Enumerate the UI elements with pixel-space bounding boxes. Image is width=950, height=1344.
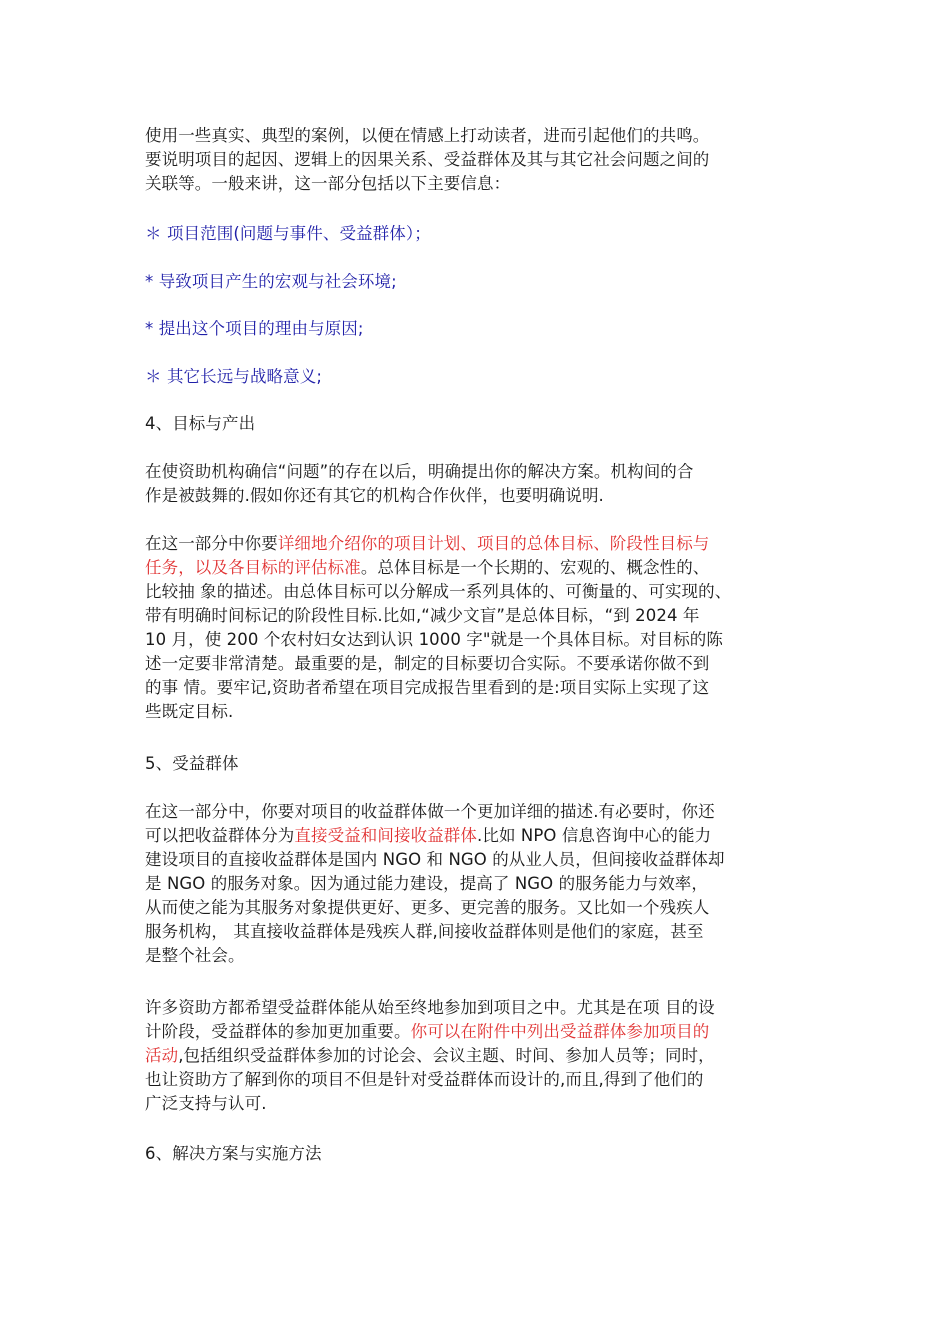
bullet-item	[145, 270, 815, 294]
text-line	[145, 556, 815, 580]
section4-paragraph-2	[145, 532, 815, 724]
text-run: .比如 NPO 信息咨询中心的能力	[477, 826, 712, 845]
highlight-text: 任务，以及各目标的评估标准	[145, 558, 361, 577]
text-run: 计阶段，受益群体的参加更加重要。	[145, 1022, 411, 1041]
text-line	[145, 824, 815, 848]
bullet-item	[145, 317, 815, 341]
intro-paragraph	[145, 124, 815, 196]
text-line: 是 NGO 的服务对象。因为通过能力建设，提高了 NGO 的服务能力与效率，	[145, 874, 709, 893]
section4-paragraph-1	[145, 460, 815, 508]
text-line: 也让资助方了解到你的项目不但是针对受益群体而设计的,而且,得到了他们的	[145, 1070, 704, 1089]
highlight-text: 活动	[145, 1046, 179, 1065]
text-line: 作是被鼓舞的.假如你还有其它的机构合作伙伴，也要明确说明.	[145, 486, 604, 505]
section5-paragraph-2	[145, 996, 815, 1116]
text-line: 是整个社会。	[145, 946, 245, 965]
text-line: 使用一些真实、典型的案例，以便在情感上打动读者，进而引起他们的共鸣。	[145, 126, 710, 145]
text-run: ,包括组织受益群体参加的讨论会、会议主题、时间、参加人员等；同时，	[178, 1046, 715, 1065]
text-line: 在使资助机构确信“问题”的存在以后，明确提出你的解决方案。机构间的合	[145, 462, 694, 481]
text-line: 10 月，使 200 个农村妇女达到认识 1000 字"就是一个具体目标。对目标的陈	[145, 630, 723, 649]
highlight-text: 你可以在附件中列出受益群体参加项目的	[410, 1022, 710, 1041]
bullet-text: ＊ 项目范围(问题与事件、受益群体）；	[145, 224, 431, 243]
text-line	[145, 532, 815, 556]
text-line: 的事 情。要牢记,资助者希望在项目完成报告里看到的是:项目实际上实现了这	[145, 678, 710, 697]
text-line: 在这一部分中，你要对项目的收益群体做一个更加详细的描述.有必要时，你还	[145, 802, 715, 821]
section-heading-4	[145, 412, 815, 436]
text-line: 要说明项目的起因、逻辑上的因果关系、受益群体及其与其它社会问题之间的	[145, 150, 710, 169]
text-line: 从而使之能为其服务对象提供更好、更多、更完善的服务。又比如一个残疾人	[145, 898, 710, 917]
text-line: 服务机构， 其直接收益群体是残疾人群,间接收益群体则是他们的家庭，甚至	[145, 922, 704, 941]
bullet-item	[145, 222, 815, 246]
text-line	[145, 1020, 815, 1044]
text-line: 述一定要非常清楚。最重要的是，制定的目标要切合实际。不要承诺你做不到	[145, 654, 710, 673]
heading-text: 6、解决方案与实施方法	[145, 1144, 322, 1163]
highlight-text: 直接受益和间接收益群体	[294, 826, 478, 845]
text-line: 带有明确时间标记的阶段性目标.比如,“减少文盲”是总体目标，“到 2024 年	[145, 606, 700, 625]
text-run: 可以把收益群体分为	[145, 826, 295, 845]
text-run: 。总体目标是一个长期的、宏观的、概念性的、	[360, 558, 710, 577]
heading-text: 5、受益群体	[145, 754, 239, 773]
text-run: 在这一部分中你要	[145, 534, 278, 553]
section-heading-5	[145, 752, 815, 776]
text-line: 比较抽 象的描述。由总体目标可以分解成一系列具体的、可衡量的、可实现的、	[145, 582, 732, 601]
bullet-text: * 提出这个项目的理由与原因;	[145, 319, 364, 338]
section5-paragraph-1	[145, 800, 815, 968]
text-line	[145, 1044, 815, 1068]
text-line: 许多资助方都希望受益群体能从始至终地参加到项目之中。尤其是在项 目的设	[145, 998, 715, 1017]
highlight-text: 详细地介绍你的项目计划、项目的总体目标、阶段性目标与	[277, 534, 710, 553]
text-line: 建设项目的直接收益群体是国内 NGO 和 NGO 的从业人员，但间接收益群体却	[145, 850, 725, 869]
bullet-text: * 导致项目产生的宏观与社会环境;	[145, 272, 397, 291]
heading-text: 4、目标与产出	[145, 414, 256, 433]
bullet-text: ＊ 其它长远与战略意义;	[145, 367, 323, 386]
bullet-item	[145, 365, 815, 389]
text-line: 广泛支持与认可.	[145, 1094, 267, 1113]
text-line: 些既定目标.	[145, 702, 234, 721]
text-line: 关联等。一般来讲，这一部分包括以下主要信息：	[145, 174, 511, 193]
section-heading-6	[145, 1142, 815, 1166]
